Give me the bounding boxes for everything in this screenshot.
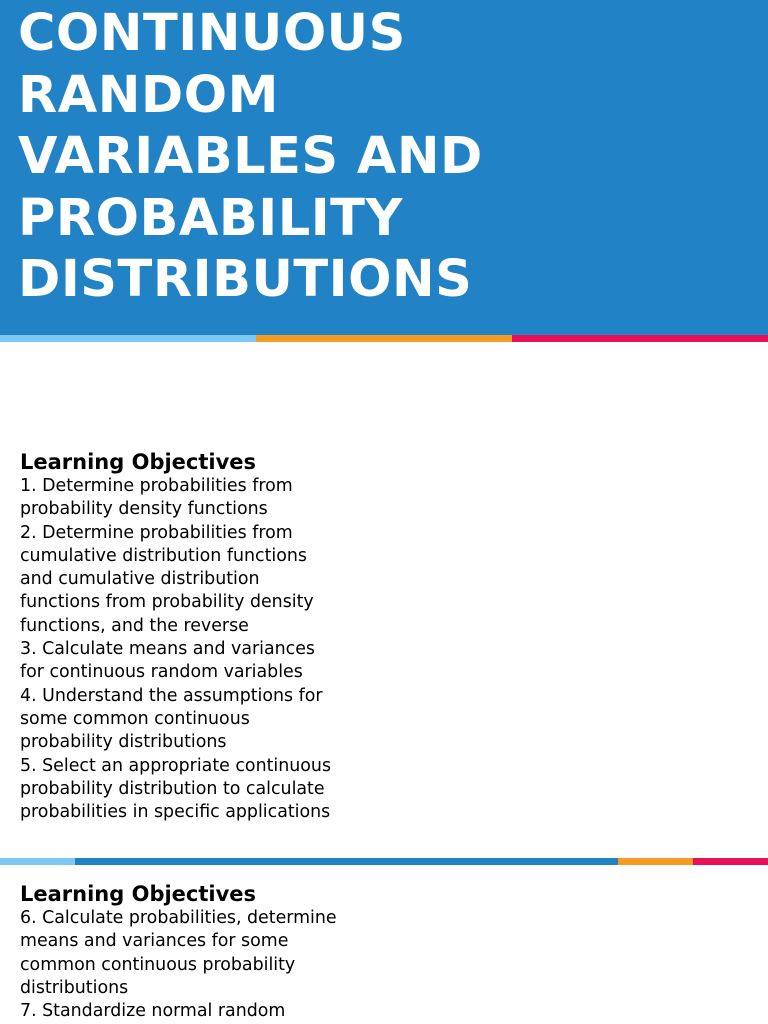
color-stripe-top (0, 335, 768, 342)
objective-line: functions from probability density (20, 592, 314, 613)
objective-line: distributions (20, 977, 129, 998)
stripe-segment-orange (618, 858, 693, 865)
section-heading: Learning Objectives (20, 882, 257, 906)
learning-objectives-section-2 (20, 881, 400, 1023)
objective-line: 6. Calculate probabilities, determine (20, 908, 337, 928)
objective-line: 3. Calculate means and variances (20, 639, 315, 660)
title-line: RANDOM (18, 65, 279, 125)
learning-objectives-section-1 (20, 449, 400, 824)
stripe-segment-pink (512, 335, 768, 342)
objective-line: 1. Determine probabilities from (20, 476, 293, 496)
objective-line: functions, and the reverse (20, 615, 249, 636)
objective-line: and cumulative distribution (20, 569, 260, 590)
objective-line: common continuous probability (20, 954, 296, 975)
objective-line: for continuous random variables (20, 662, 303, 683)
section-heading: Learning Objectives (20, 450, 257, 474)
objective-line: probability distribution to calculate (20, 778, 325, 799)
page-title (18, 3, 738, 311)
objective-line: 5. Select an appropriate continuous (20, 755, 332, 776)
stripe-segment-blue (75, 858, 618, 865)
title-line: DISTRIBUTIONS (18, 250, 473, 309)
stripe-segment-pink (693, 858, 768, 865)
objective-line: 7. Standardize normal random (20, 1001, 286, 1022)
title-line: PROBABILITY (18, 188, 403, 248)
objective-line: probability density functions (20, 499, 268, 520)
objectives-list (20, 907, 400, 1023)
stripe-segment-orange (256, 335, 512, 342)
objective-line: 4. Understand the assumptions for (20, 685, 323, 706)
stripe-segment-light-blue (0, 858, 75, 865)
title-line: VARIABLES AND (18, 127, 483, 186)
objective-line: probability distributions (20, 732, 227, 753)
objectives-list (20, 475, 400, 824)
title-line: CONTINUOUS (18, 4, 406, 63)
objective-line: probabilities in specific applications (20, 802, 331, 823)
objective-line: some common continuous (20, 708, 250, 729)
objective-line: 2. Determine probabilities from (20, 522, 293, 543)
color-stripe-bottom (0, 858, 768, 865)
stripe-segment-light-blue (0, 335, 256, 342)
title-banner (0, 0, 768, 336)
objective-line: means and variances for some (20, 931, 289, 952)
objective-line: cumulative distribution functions (20, 545, 307, 566)
